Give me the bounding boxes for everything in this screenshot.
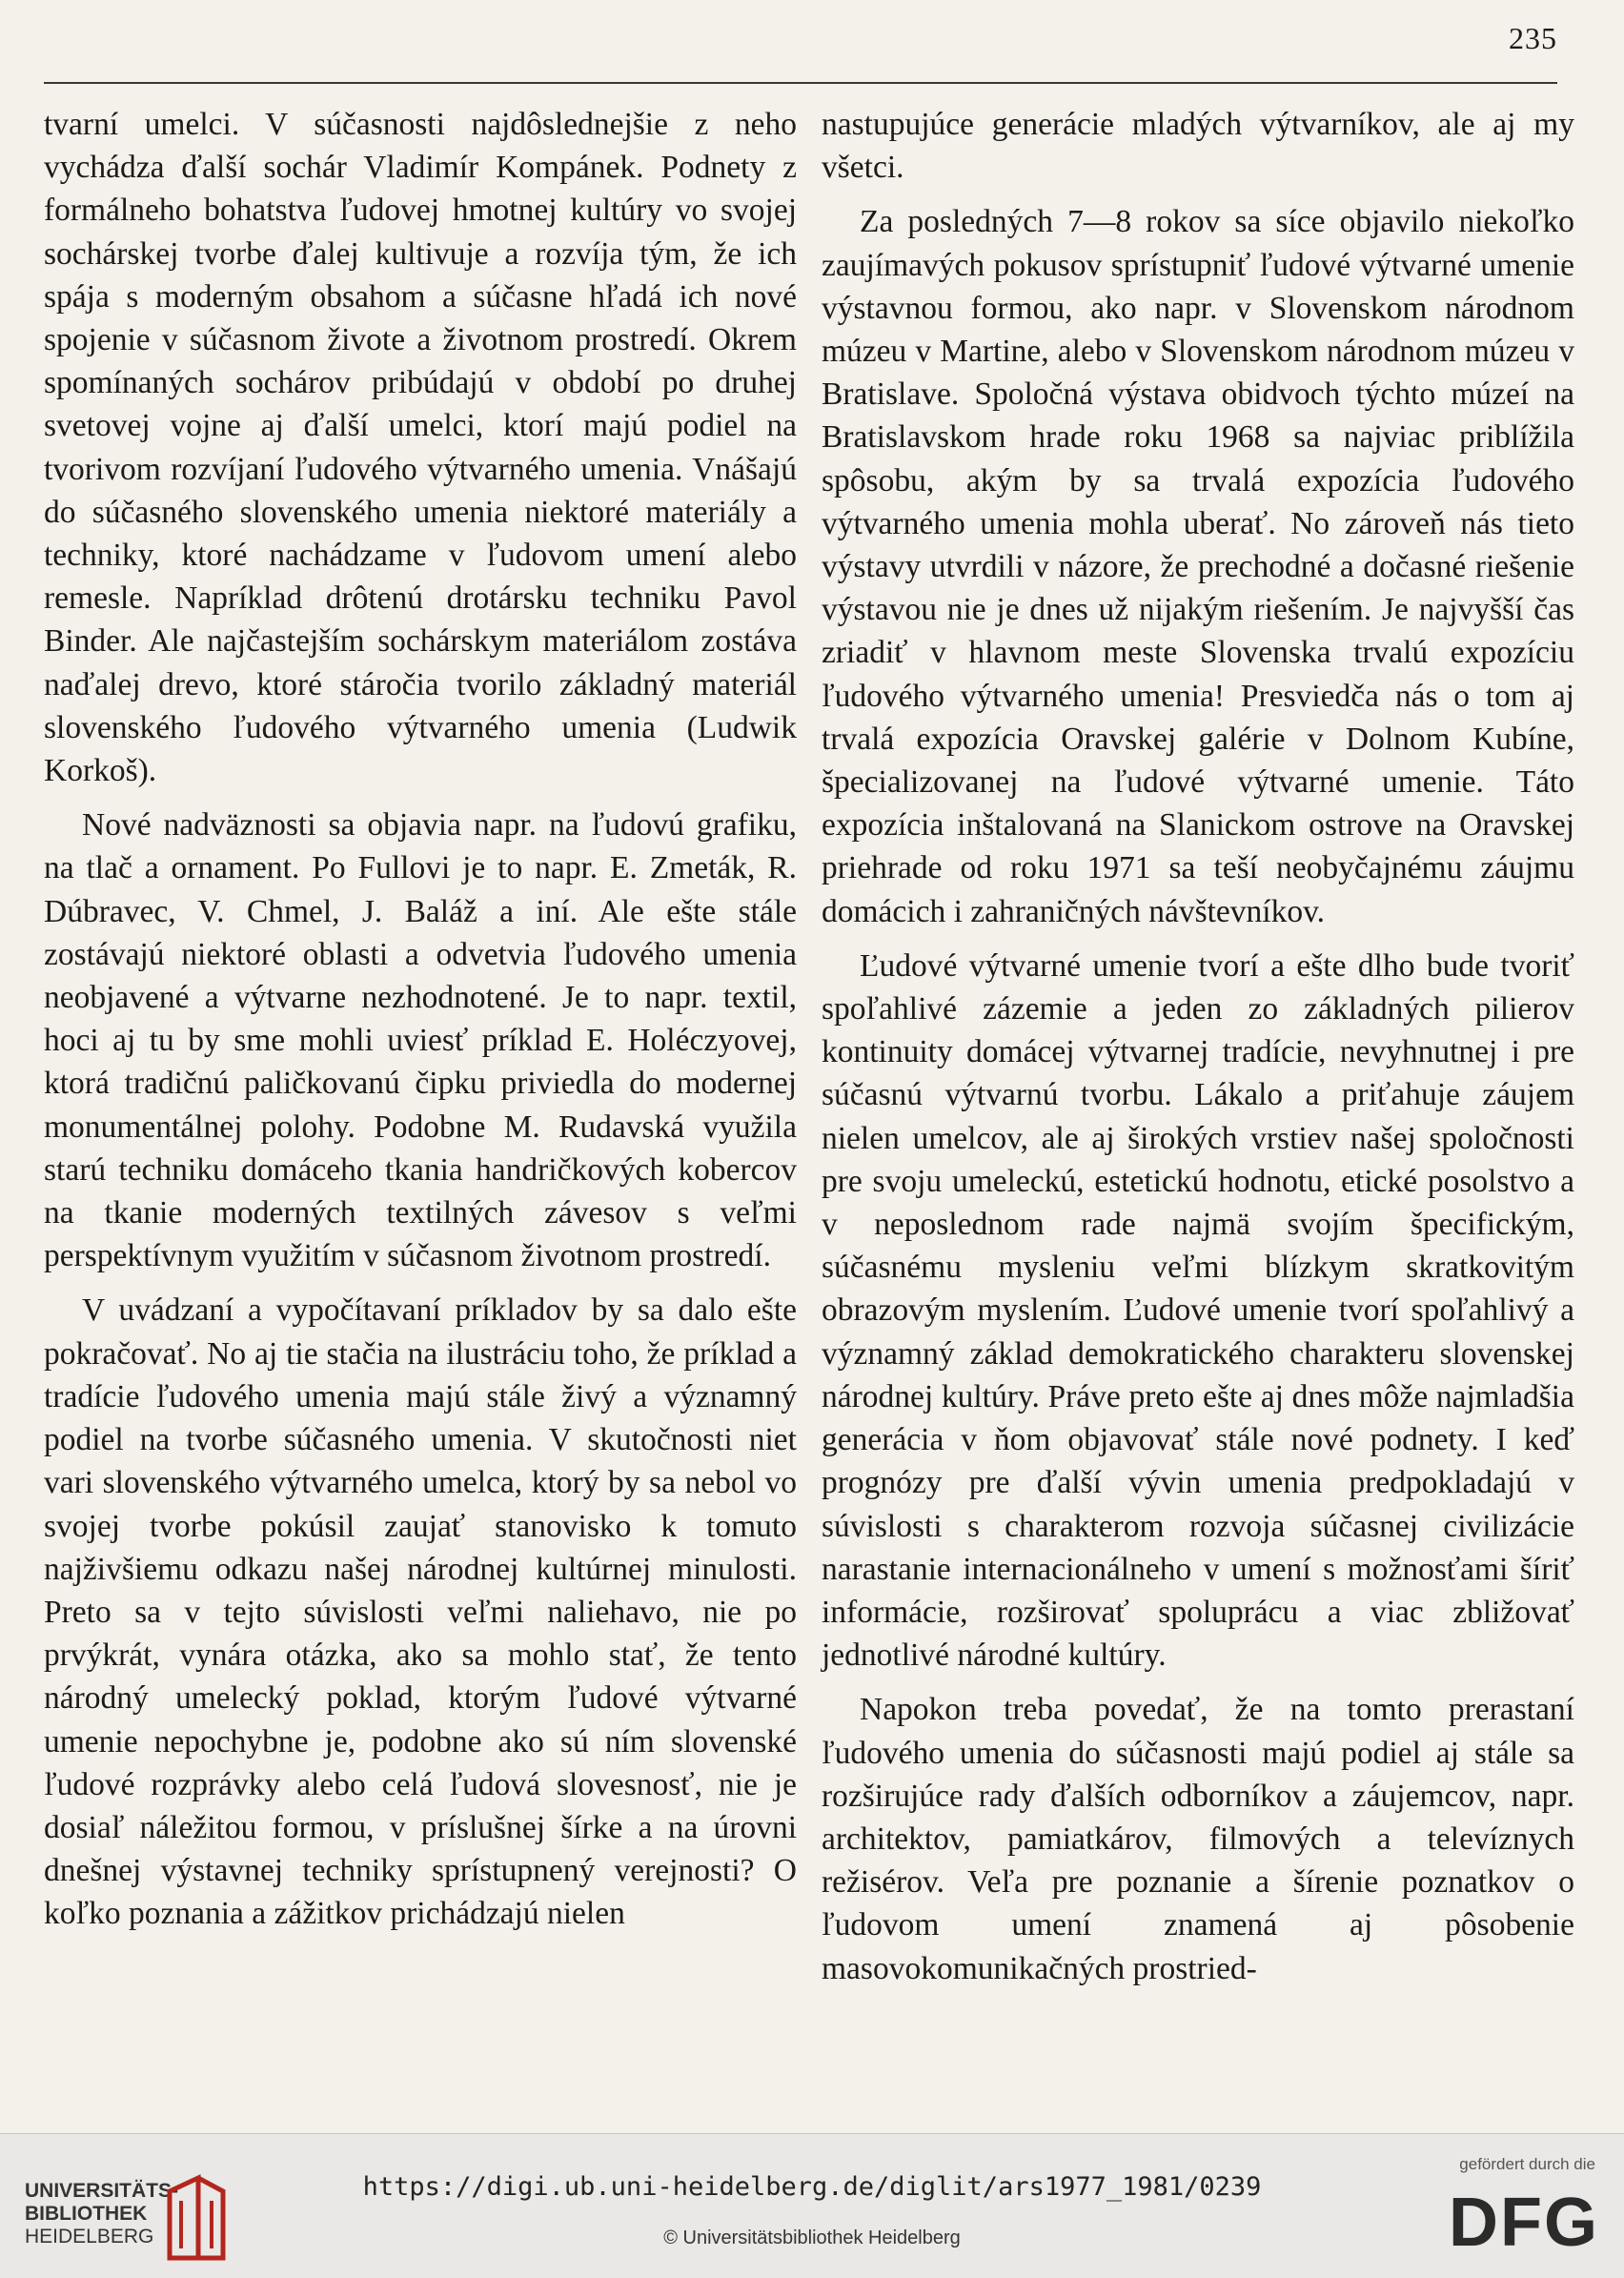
left-paragraph-2: Nové nadväznosti sa objavia napr. na ľudovú grafiku, na tlač a ornament. Po Fullovi je to napr. E. Zmeták, R. Dúbravec, V. Chmel, J. Baláž a iní. Ale ešte stále zostávajú niektoré oblasti a odvetvia ľudového umenia neobjavené a výtvarne nezhodnotené. Je to napr. textil, hoci aj tu by sme mohli uviesť príklad E. Holéczyovej, ktorá tradičnú paličkovanú čipku priviedla do modernej monumentálnej polohy. Podobne M. Rudavská využila starú techniku domáceho tkania handričkových kobercov na tkanie moderných textilných závesov s veľmi perspektívnym využitím v súčasnom životnom prostredí. [44,807,797,1274]
right-paragraph-1: nastupujúce generácie mladých výtvarníkov, ale aj my všetci. [822,107,1574,186]
left-text-column [44,103,797,1936]
right-paragraph-4: Napokon treba povedať, že na tomto prerastaní ľudového umenia do súčasnosti majú podiel aj stále sa rozširujúce rady ďalších odborníkov a záujemcov, napr. architektov, pamiatkárov, filmových a televíznych režisérov. Veľa pre poznanie a šírenie poznatkov o ľudovom umení znamená aj pôsobenie masovokomunikačných prostried- [822,1692,1574,1986]
library-logo-line-1: UNIVERSITÄTS- [25,2180,179,2202]
header-rule [44,82,1557,84]
page-number: 235 [1509,21,1557,55]
viewer-footer [0,2133,1624,2278]
left-paragraph-1: tvarní umelci. V súčasnosti najdôslednejšie z neho vychádza ďalší sochár Vladimír Kompánek. Podnety z formálneho bohatstva ľudovej hmotnej kultúry vo svojej sochárskej tvorbe ďalej kultivuje a rozvíja tým, že ich spája s moderným obsahom a súčasne hľadá ich nové spojenie v súčasnom živote a životnom prostredí. Okrem spomínaných sochárov pribúdajú v období po druhej svetovej vojne aj ďalší umelci, ktorí majú podiel na tvorivom rozvíjaní ľudového výtvarného umenia. Vnášajú do súčasného slovenského umenia niektoré materiály a techniky, ktoré nachádzame v ľudovom umení alebo remesle. Napríklad drôtenú drotársku techniku Pavol Binder. Ale najčastejším sochárskym materiálom zostáva naďalej drevo, ktoré stáročia tvorilo základný materiál slovenského ľudového výtvarného umenia (Ludwik Korkoš). [44,107,797,789]
right-text-column [822,103,1574,1990]
permalink-url[interactable]: https://digi.ub.uni-heidelberg.de/diglit/ars1977_1981/0239 [362,2172,1262,2202]
left-paragraph-3: V uvádzaní a vypočítavaní príkladov by sa dalo ešte pokračovať. No aj tie stačia na ilustráciu toho, že príklad a tradície ľudového umenia majú stále živý a významný podiel na tvorbe súčasného umenia. V skutočnosti niet vari slovenského výtvarného umelca, ktorý by sa nebol vo svojej tvorbe pokúsil zaujať stanovisko k tomuto najživšiemu odkazu našej národnej kultúrnej minulosti. Preto sa v tejto súvislosti veľmi naliehavo, nie po prvýkrát, vynára otázka, ako sa mohlo stať, že tento národný umelecký poklad, ktorým ľudové výtvarné umenie nepochybne je, podobne ako sú ním slovenské ľudové rozprávky alebo celá ľudová slovesnosť, nie je dosiaľ náležitou formou, v príslušnej šírke a na úrovni dnešnej výstavnej techniky sprístupnený verejnosti? O koľko poznania a zážitkov prichádzajú nielen [44,1292,797,1932]
library-logo-line-2: BIBLIOTHEK [25,2203,148,2225]
right-paragraph-3: Ľudové výtvarné umenie tvorí a ešte dlho bude tvoriť spoľahlivé zázemie a jeden zo základných pilierov kontinuity domácej výtvarnej tradície, nevyhnutnej i pre súčasnú výtvarnú tvorbu. Lákalo a priťahuje záujem nielen umelcov, ale aj širokých vrstiev našej spoločnosti pre svoju umeleckú, estetickú hodnotu, etické posolstvo a v neposlednom rade najmä svojím špecifickým, súčasnému mysleniu veľmi blízkym skratkovitým obrazovým myslením. Ľudové umenie tvorí spoľahlivý a významný základ demokratického charakteru slovenskej národnej kultúry. Práve preto ešte aj dnes môže najmladšia generácia v ňom objavovať stále nové podnety. I keď prognózy pre ďalší vývin umenia predpokladajú v súvislosti s charakterom rozvoja súčasnej civilizácie narastanie internacionálneho v umení s možnosťami šíriť informácie, rozširovať spoluprácu a viac zbližovať jednotlivé národné kultúry. [822,947,1574,1674]
dfg-logo[interactable]: DFG [1449,2185,1599,2261]
library-logo-line-3: HEIDELBERG [25,2226,154,2247]
funding-label: gefördert durch die [1459,2155,1595,2173]
copyright-notice: © Universitätsbibliothek Heidelberg [663,2227,961,2248]
right-paragraph-2: Za posledných 7—8 rokov sa síce objavilo niekoľko zaujímavých pokusov sprístupniť ľudové výtvarné umenie výstavnou formou, ako napr. v Slovenskom národnom múzeu v Martine, alebo v Slovenskom národnom múzeu v Bratislave. Spoločná výstava obidvoch týchto múzeí na Bratislavskom hrade roku 1968 sa najviac priblížila spôsobu, akým by sa trvalá expozícia ľudového výtvarného umenia mohla uberať. No zároveň nás tieto výstavy utvrdili v názore, že prechodné a dočasné riešenie výstavou nie je dnes už nijakým riešením. Je najvyšší čas zriadiť v hlavnom meste Slovenska trvalú expozíciu ľudového výtvarného umenia! Presviedča nás o tom aj trvalá expozícia Oravskej galérie v Dolnom Kubíne, špecializovanej na ľudové výtvarné umenie. Táto expozícia inštalovaná na Slanickom ostrove na Oravskej priehrade od roku 1971 sa teší neobyčajnému záujmu domácich i zahraničných návštevníkov. [822,204,1574,929]
